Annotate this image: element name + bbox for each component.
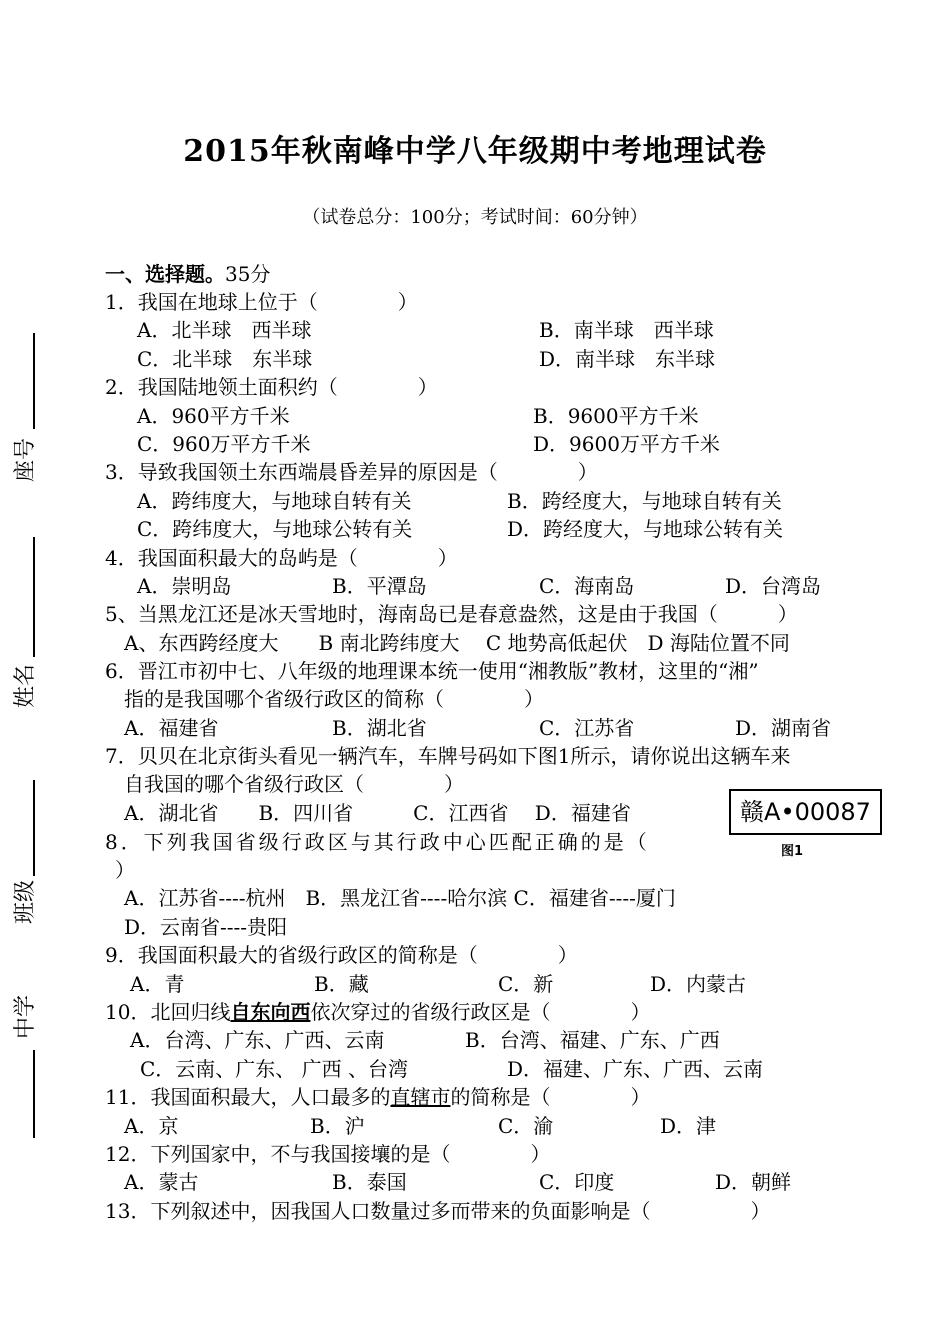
q1-option-a: A．北半球 西半球: [137, 318, 312, 342]
question-8-continued: ）: [115, 858, 135, 882]
q6-option-b: B．湖北省: [332, 716, 427, 740]
q1-option-b: B．南半球 西半球: [539, 318, 714, 342]
exam-title: 2015年秋南峰中学八年级期中考地理试卷: [183, 134, 767, 169]
q6-option-a: A．福建省: [124, 716, 219, 740]
q10-text-end: 依次穿过的省级行政区是（ ）: [310, 1000, 651, 1024]
q12-option-a: A．蒙古: [124, 1170, 199, 1194]
q1-option-c: C．北半球 东半球: [137, 347, 313, 371]
exam-subtitle: （试卷总分：100分；考试时间：60分钟）: [302, 207, 648, 228]
q11-option-a: A．京: [124, 1114, 179, 1138]
q2-option-d: D．9600万平方千米: [533, 432, 720, 456]
q2-option-a: A．960平方千米: [137, 404, 290, 428]
figure-caption: 图1: [781, 844, 804, 859]
seat-label: 座号: [13, 438, 38, 483]
question-6: 6．晋江市初中七、八年级的地理课本统一使用“湘教版”教材，这里的“湘”: [105, 659, 759, 683]
q1-option-d: D．南半球 东半球: [539, 347, 716, 371]
name-fill-line: [33, 537, 35, 657]
q12-option-b: B．泰国: [332, 1170, 407, 1194]
q10-text-start: 10．北回归线: [105, 1000, 231, 1024]
license-plate-figure: 赣A•00087: [729, 789, 882, 835]
q9-option-b: B．藏: [314, 972, 369, 996]
q10-option-d: D．福建、广东、广西、云南: [507, 1057, 764, 1081]
q9-option-c: C．新: [498, 972, 554, 996]
question-10: [105, 999, 650, 1025]
question-7: 7．贝贝在北京街头看见一辆汽车，车牌号码如下图1所示，请你说出这辆车来: [105, 744, 791, 768]
section-label: 一、选择题。: [105, 262, 225, 286]
question-6-continued: 指的是我国哪个省级行政区的简称（ ）: [124, 687, 544, 711]
q11-text-start: 11．我国面积最大，人口最多的: [105, 1085, 391, 1109]
q12-option-d: D．朝鲜: [715, 1170, 792, 1194]
question-13: 13．下列叙述中，因我国人口数量过多而带来的负面影响是（ ）: [105, 1199, 771, 1223]
q5-options: A、东西跨经度大 B 南北跨纬度大 C 地势高低起伏 D 海陆位置不同: [124, 631, 790, 655]
question-1: 1．我国在地球上位于（ ）: [105, 290, 418, 314]
question-3: 3．导致我国领土东西端晨昏差异的原因是（ ）: [105, 460, 598, 484]
q12-option-c: C．印度: [539, 1170, 615, 1194]
school-label: 中学: [13, 995, 38, 1040]
q6-option-c: C．江苏省: [539, 716, 635, 740]
question-5: 5、当黑龙江还是冰天雪地时，海南岛已是春意盎然，这是由于我国（ ）: [105, 602, 798, 626]
q8-option-d: D．云南省----贵阳: [124, 915, 288, 939]
q3-option-b: B．跨经度大，与地球自转有关: [507, 489, 782, 513]
class-label: 班级: [13, 880, 38, 925]
q4-option-c: C．海南岛: [539, 574, 635, 598]
question-8: 8．下列我国省级行政区与其行政中心匹配正确的是（: [105, 830, 650, 854]
q11-option-c: C．渝: [498, 1114, 554, 1138]
q9-option-a: A．青: [130, 972, 185, 996]
q11-option-d: D．津: [660, 1114, 717, 1138]
question-12: 12．下列国家中，不与我国接壤的是（ ）: [105, 1142, 551, 1166]
q10-emphasis: 自东向西: [230, 1000, 311, 1024]
q7-options: A．湖北省 B．四川省 C．江西省 D．福建省: [124, 801, 631, 825]
q4-option-a: A．崇明岛: [137, 574, 232, 598]
seat-fill-line: [33, 333, 35, 429]
q4-option-b: B．平潭岛: [332, 574, 427, 598]
q10-option-c: C．云南、广东、 广西 、台湾: [140, 1057, 409, 1081]
q11-option-b: B．沪: [310, 1114, 365, 1138]
q3-option-c: C．跨纬度大，与地球公转有关: [137, 517, 413, 541]
q11-text-end: 的简称是（ ）: [450, 1085, 651, 1109]
q9-option-d: D．内蒙古: [650, 972, 747, 996]
name-label: 姓名: [13, 664, 38, 709]
question-4: 4．我国面积最大的岛屿是（ ）: [105, 546, 458, 570]
q4-option-d: D．台湾岛: [725, 574, 822, 598]
question-9: 9．我国面积最大的省级行政区的简称是（ ）: [105, 943, 578, 967]
q6-option-d: D．湖南省: [735, 716, 832, 740]
section-score: 35分: [225, 262, 271, 286]
section-heading: [105, 261, 270, 287]
q10-option-b: B．台湾、福建、广东、广西: [465, 1028, 720, 1052]
q2-option-b: B．9600平方千米: [533, 404, 699, 428]
q3-option-a: A．跨纬度大，与地球自转有关: [137, 489, 412, 513]
question-2: 2．我国陆地领土面积约（ ）: [105, 375, 438, 399]
q3-option-d: D．跨经度大，与地球公转有关: [507, 517, 784, 541]
question-11: [105, 1084, 650, 1110]
class-fill-line: [33, 780, 35, 876]
q8-options: A．江苏省----杭州 B．黑龙江省----哈尔滨 C．福建省----厦门: [124, 886, 676, 910]
q11-emphasis: 直辖市: [390, 1085, 451, 1109]
question-7-continued: 自我国的哪个省级行政区（ ）: [124, 772, 464, 796]
q2-option-c: C．960万平方千米: [137, 432, 311, 456]
school-fill-line: [33, 1050, 35, 1138]
q10-option-a: A．台湾、广东、广西、云南: [130, 1028, 385, 1052]
